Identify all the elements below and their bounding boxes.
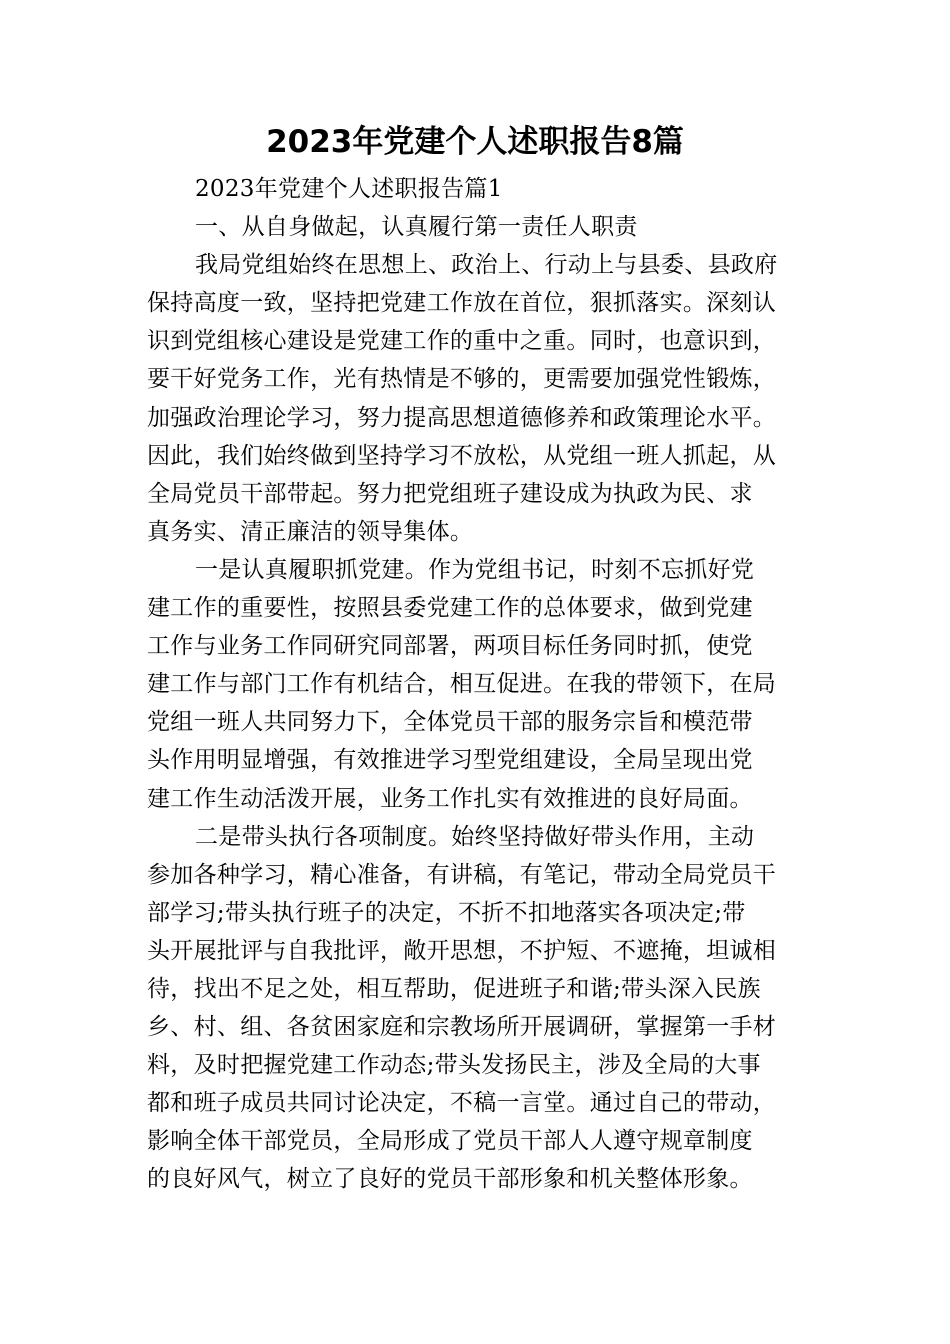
text-line: 建工作生动活泼开展，业务工作扎实有效推进的良好局面。 xyxy=(147,785,753,812)
text-line: 部学习;带头执行班子的决定，不折不扣地落实各项决定;带 xyxy=(147,899,746,926)
text-line: 因此，我们始终做到坚持学习不放松，从党组一班人抓起，从 xyxy=(147,442,777,469)
text-line: 全局党员干部带起。努力把党组班子建设成为执政为民、求 xyxy=(147,480,753,507)
text-line: 的良好风气，树立了良好的党员干部形象和机关整体形象。 xyxy=(147,1166,753,1193)
text-line: 头作用明显增强，有效推进学习型党组建设，全局呈现出党 xyxy=(147,747,753,774)
text-line: 待，找出不足之处，相互帮助，促进班子和谐;带头深入民族 xyxy=(147,975,761,1002)
text-line: 我局党组始终在思想上、政治上、行动上与县委、县政府 xyxy=(195,252,778,279)
document-title: 2023年党建个人述职报告8篇 xyxy=(266,124,684,160)
text-line: 要干好党务工作，光有热情是不够的，更需要加强党性锻炼， xyxy=(147,366,777,393)
text-line: 建工作与部门工作有机结合，相互促进。在我的带领下，在局 xyxy=(147,671,777,698)
text-line: 料，及时把握党建工作动态;带头发扬民主，涉及全局的大事 xyxy=(147,1052,761,1079)
text-line: 一是认真履职抓党建。作为党组书记，时刻不忘抓好党 xyxy=(195,556,755,583)
text-line: 乡、村、组、各贫困家庭和宗教场所开展调研，掌握第一手材 xyxy=(147,1014,777,1041)
text-line: 二是带头执行各项制度。始终坚持做好带头作用，主动 xyxy=(195,823,755,850)
text-line: 建工作的重要性，按照县委党建工作的总体要求，做到党建 xyxy=(147,595,753,622)
text-line: 一、从自身做起，认真履行第一责任人职责 xyxy=(195,214,638,241)
text-line: 保持高度一致，坚持把党建工作放在首位，狠抓落实。深刻认 xyxy=(147,290,777,317)
document-body xyxy=(147,170,812,1199)
text-line: 识到党组核心建设是党建工作的重中之重。同时，也意识到， xyxy=(147,328,777,355)
text-line: 头开展批评与自我批评，敞开思想，不护短、不遮掩，坦诚相 xyxy=(147,937,777,964)
text-line: 真务实、清正廉洁的领导集体。 xyxy=(147,518,474,545)
text-line: 参加各种学习，精心准备，有讲稿，有笔记，带动全局党员干 xyxy=(147,861,777,888)
text-line: 加强政治理论学习，努力提高思想道德修养和政策理论水平。 xyxy=(147,404,777,431)
text-line: 工作与业务工作同研究同部署，两项目标任务同时抓，使党 xyxy=(147,633,753,660)
text-line: 党组一班人共同努力下，全体党员干部的服务宗旨和模范带 xyxy=(147,709,753,736)
text-line: 都和班子成员共同讨论决定，不稿一言堂。通过自己的带动， xyxy=(147,1090,777,1117)
text-line: 2023年党建个人述职报告篇1 xyxy=(195,176,503,202)
text-line: 影响全体干部党员，全局形成了党员干部人人遵守规章制度 xyxy=(147,1128,753,1155)
